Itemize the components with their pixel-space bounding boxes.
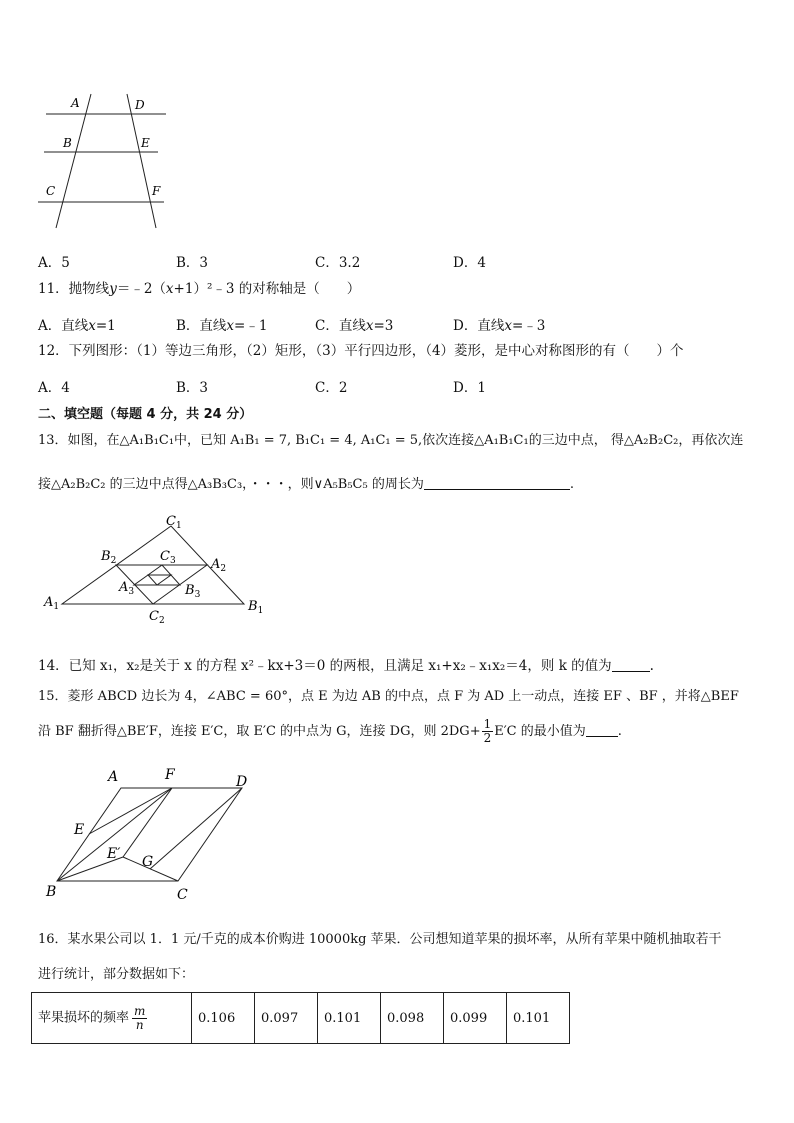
q12-option-b: B．3 [176,380,209,396]
label-B3: $B_3$ [185,583,201,600]
q12-option-d: D．1 [453,380,486,396]
label-G: G [142,854,154,870]
label-A: A [108,769,119,785]
label-F: F [165,767,175,783]
q12-option-c: C．2 [315,380,348,396]
table-header-cell [32,993,192,1044]
label-F: F [152,184,161,198]
label-A1: $A_1$ [44,595,60,612]
q16-line1: 16．某水果公司以 1．1 元/千克的成本价购进 10000kg 苹果．公司想知道苹果的损坏率，从所有苹果中随机抽取若干 [38,932,722,947]
fraction-m-over-n: $\frac{m}{n}$ [134,1003,146,1032]
q13-line2: 接△A₂B₂C₂ 的三边中点得△A₃B₃C₃，・・・，则∨A₅B₅C₅ 的周长为 . [38,477,574,492]
q15-line2: 沿 BF 翻折得△BE′F，连接 E′C，取 E′C 的中点为 G，连接 DG，则 2DG+ $\frac{1}{2}$ E′C 的最小值为 . [38,717,622,745]
frequency-table [31,992,570,1044]
q13-answer-blank[interactable] [424,475,570,490]
label-C: C [177,887,188,903]
label-D: D [236,774,248,790]
label-A3: $A_3$ [119,580,135,597]
q15-line1: 15．菱形 ABCD 边长为 4，∠ABC = 60°，点 E 为边 AB 的中点，点 F 为 AD 上一动点，连接 EF 、BF ，并将△BEF [38,689,739,704]
q11-option-a: A．直线x=1 [38,318,116,334]
table-cell: 0.101 [507,993,570,1044]
q13-line1: 13．如图，在△A₁B₁C₁中，已知 A₁B₁ = 7, B₁C₁ = 4, A₁C₁ = 5,依次连接△A₁B₁C₁的三边中点， 得△A₂B₂C₂，再依次连 [38,433,744,448]
rhombus-figure [40,760,270,910]
label-A2: $A_2$ [211,557,227,574]
label-B1: $B_1$ [248,599,264,616]
label-C: C [46,184,56,198]
triangle-A4B4C4 [148,575,171,585]
q14-answer-blank[interactable] [612,657,650,672]
table-cell: 0.101 [318,993,381,1044]
table-row [32,993,570,1044]
segment-E2F [123,788,172,857]
table-cell: 0.099 [444,993,507,1044]
q11-option-b: B．直线x=﹣1 [176,318,268,334]
label-A: A [71,96,80,110]
row-label: 苹果损坏的频率 [38,1010,130,1026]
label-C1: $C_1$ [166,514,182,531]
segment-EF [89,788,172,834]
q11-option-d: D．直线x=﹣3 [453,318,546,334]
table-cell: 0.106 [192,993,255,1044]
label-B: B [46,884,57,900]
midpoint-triangles-figure [36,508,276,628]
parallel-lines-figure [30,88,180,238]
label-E-prime: E′ [107,846,121,862]
table-cell: 0.098 [381,993,444,1044]
q11-stem: 11．抛物线y＝﹣2（x+1）²﹣3 的对称轴是（ ） [38,281,361,297]
label-E: E [74,822,85,838]
q10-option-b: B．3 [176,255,209,271]
q10-option-a: A．5 [38,255,70,271]
q10-option-d: D．4 [453,255,486,271]
q14-stem: 14．已知 x₁，x₂是关于 x 的方程 x²﹣kx+3＝0 的两根，且满足 x₁+x₂﹣x₁x₂＝4，则 k 的值为 . [38,658,654,674]
fraction-one-half: $\frac{1}{2}$ [483,717,492,745]
q15-answer-blank[interactable] [586,722,618,737]
label-C3: $C_3$ [160,549,176,566]
q12-stem: 12．下列图形：（1）等边三角形，（2）矩形，（3）平行四边形，（4）菱形，是中心对称图形的有（ ）个 [38,343,684,359]
section-title: 二、填空题（每题 4 分，共 24 分） [38,407,253,422]
label-E: E [141,136,150,150]
q16-line2: 进行统计，部分数据如下： [38,967,195,982]
q11-option-c: C．直线x=3 [315,318,394,334]
q12-option-a: A．4 [38,380,70,396]
label-D: D [135,98,145,112]
label-C2: $C_2$ [149,609,165,626]
q10-option-c: C．3.2 [315,255,361,271]
label-B2: $B_2$ [101,549,117,566]
label-B: B [63,136,72,150]
table-cell: 0.097 [255,993,318,1044]
